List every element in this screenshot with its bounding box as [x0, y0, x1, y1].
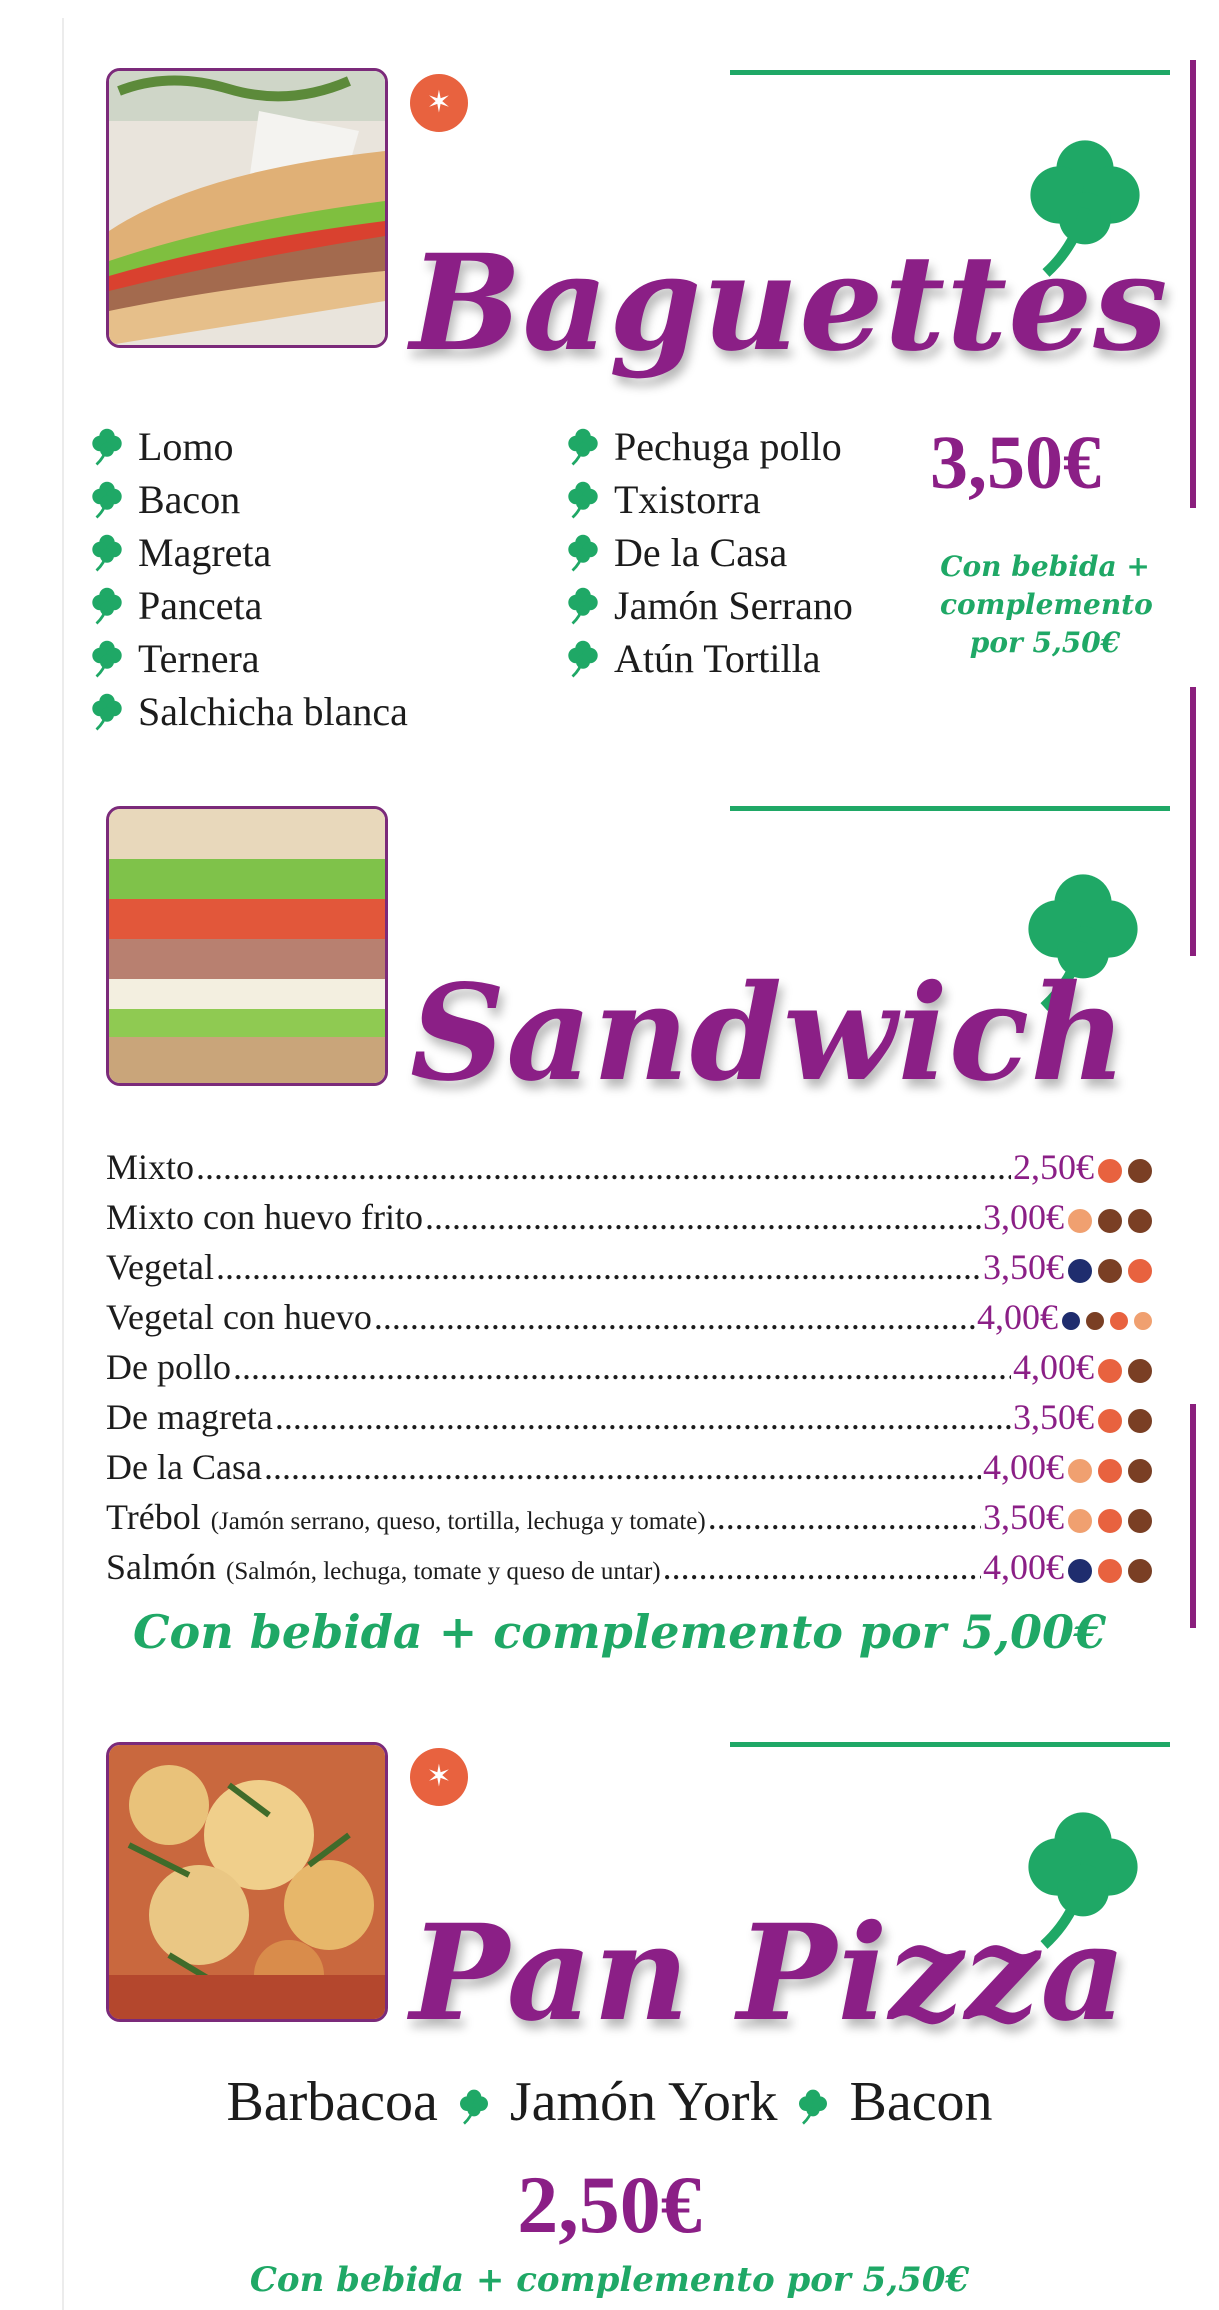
wheat-icon: ✶	[410, 1748, 468, 1806]
item-price: 4,00€	[983, 1547, 1064, 1587]
item-label: Txistorra	[614, 477, 761, 522]
item-price: 4,00€	[977, 1297, 1058, 1337]
item-label: Pechuga pollo	[614, 424, 842, 469]
item-price: 4,00€	[1013, 1347, 1094, 1387]
section-title: Baguettes	[410, 226, 1169, 381]
item-name: Vegetal	[106, 1247, 214, 1287]
promo-line: complemento	[940, 588, 1153, 621]
pan-pizza-promo: Con bebida + complemento por 5,50€	[249, 2260, 970, 2300]
item-price: 3,00€	[983, 1197, 1064, 1237]
promo-line: por 5,50€	[969, 626, 1121, 659]
item-label: Atún Tortilla	[614, 636, 821, 681]
item-label: Ternera	[138, 636, 260, 681]
item-price: 3,50€	[1013, 1397, 1094, 1437]
item-price: 3,50€	[983, 1497, 1064, 1537]
item-name: Mixto con huevo frito	[106, 1197, 423, 1237]
baguette-price: 3,50€	[930, 421, 1101, 505]
section-title: Pan Pizza	[410, 1896, 1128, 2051]
item-label: Panceta	[138, 583, 263, 628]
item-label: Magreta	[138, 530, 272, 575]
item-note: (Jamón serrano, queso, tortilla, lechuga y tomate)	[210, 1508, 706, 1535]
section-title: Sandwich	[410, 956, 1128, 1111]
item-name: De la Casa	[106, 1447, 262, 1487]
clover-icon	[454, 2087, 494, 2127]
item-note: (Salmón, lechuga, tomate y queso de untar)	[226, 1558, 661, 1585]
item-label: Barbacoa	[226, 2071, 438, 2133]
item-label: Bacon	[849, 2071, 993, 2133]
item-label: Lomo	[138, 424, 234, 469]
pan-pizza-photo	[106, 1742, 388, 2022]
item-label: Salchicha blanca	[138, 689, 408, 734]
item-name: Vegetal con huevo	[106, 1297, 372, 1337]
item-name: De magreta	[106, 1397, 273, 1437]
sandwich-promo: Con bebida + complemento por 5,00€	[132, 1605, 1107, 1659]
item-price: 4,00€	[983, 1447, 1064, 1487]
green-rule	[730, 1742, 1170, 1747]
item-name: De pollo	[106, 1347, 231, 1387]
promo-line: Con bebida +	[940, 550, 1150, 583]
item-name: Trébol	[106, 1497, 201, 1537]
item-name: Salmón	[106, 1547, 217, 1587]
pan-pizza-items	[0, 2070, 1219, 2134]
item-label: Bacon	[138, 477, 241, 522]
item-price: 2,50€	[1013, 1147, 1094, 1187]
wheat-icon: ✶	[410, 74, 468, 132]
item-label: Jamón York	[509, 2071, 778, 2133]
clover-icon	[793, 2087, 833, 2127]
pan-pizza-price: 2,50€	[517, 2159, 702, 2250]
item-name: Mixto	[106, 1147, 195, 1187]
item-label: Jamón Serrano	[614, 583, 853, 628]
item-label: De la Casa	[614, 530, 788, 575]
item-price: 3,50€	[983, 1247, 1064, 1287]
